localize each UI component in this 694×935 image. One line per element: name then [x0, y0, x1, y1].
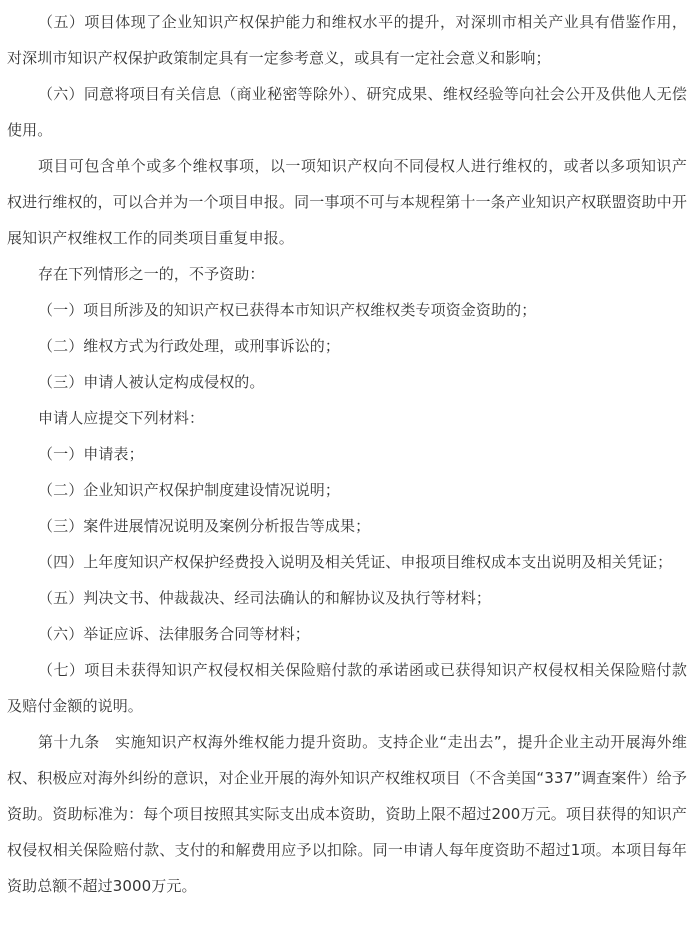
paragraph-project-scope: 项目可包含单个或多个维权事项，以一项知识产权向不同侵权人进行维权的，或者以多项知识产权进行维权的，可以合并为一个项目申报。同一事项不可与本规程第十一条产业知识产权联盟资助中开展知识产权维权工作的同类项目重复申报。 [7, 157, 687, 247]
paragraph-article-19: 第十九条 实施知识产权海外维权能力提升资助。支持企业“走出去”，提升企业主动开展海外维权、积极应对海外纠纷的意识，对企业开展的海外知识产权维权项目（不含美国“337”调查案件）给予资助。资助标准为：每个项目按照其实际支出成本资助，资助上限不超过200万元。项目获得的知识产权侵权相关保险赔付款、支付的和解费用应予以扣除。同一申请人每年度资助不超过1项。本项目每年资助总额不超过3000万元。 [7, 733, 687, 895]
paragraph-material-2: （二）企业知识产权保护制度建设情况说明； [38, 481, 341, 499]
paragraph-material-5: （五）判决文书、仲裁裁决、经司法确认的和解协议及执行等材料； [38, 589, 492, 607]
paragraph-exclusion-2: （二）维权方式为行政处理，或刑事诉讼的； [38, 337, 341, 355]
paragraph-exclusion-3: （三）申请人被认定构成侵权的。 [38, 373, 265, 391]
paragraph-exclusion-intro: 存在下列情形之一的，不予资助： [38, 265, 265, 283]
document-body [7, 4, 687, 904]
paragraph-materials-intro: 申请人应提交下列材料： [38, 409, 205, 427]
paragraph-material-7: （七）项目未获得知识产权侵权相关保险赔付款的承诺函或已获得知识产权侵权相关保险赔付款及赔付金额的说明。 [7, 661, 687, 715]
paragraph-exclusion-1: （一）项目所涉及的知识产权已获得本市知识产权维权类专项资金资助的； [38, 301, 537, 319]
paragraph-item-5-criterion: （五）项目体现了企业知识产权保护能力和维权水平的提升，对深圳市相关产业具有借鉴作用，对深圳市知识产权保护政策制定具有一定参考意义，或具有一定社会意义和影响； [7, 13, 687, 67]
paragraph-item-6-criterion: （六）同意将项目有关信息（商业秘密等除外）、研究成果、维权经验等向社会公开及供他人无偿使用。 [7, 85, 687, 139]
paragraph-material-3: （三）案件进展情况说明及案例分析报告等成果； [38, 517, 371, 535]
paragraph-material-1: （一）申请表； [38, 445, 144, 463]
paragraph-material-4: （四）上年度知识产权保护经费投入说明及相关凭证、申报项目维权成本支出说明及相关凭证； [38, 553, 673, 571]
paragraph-material-6: （六）举证应诉、法律服务合同等材料； [38, 625, 310, 643]
